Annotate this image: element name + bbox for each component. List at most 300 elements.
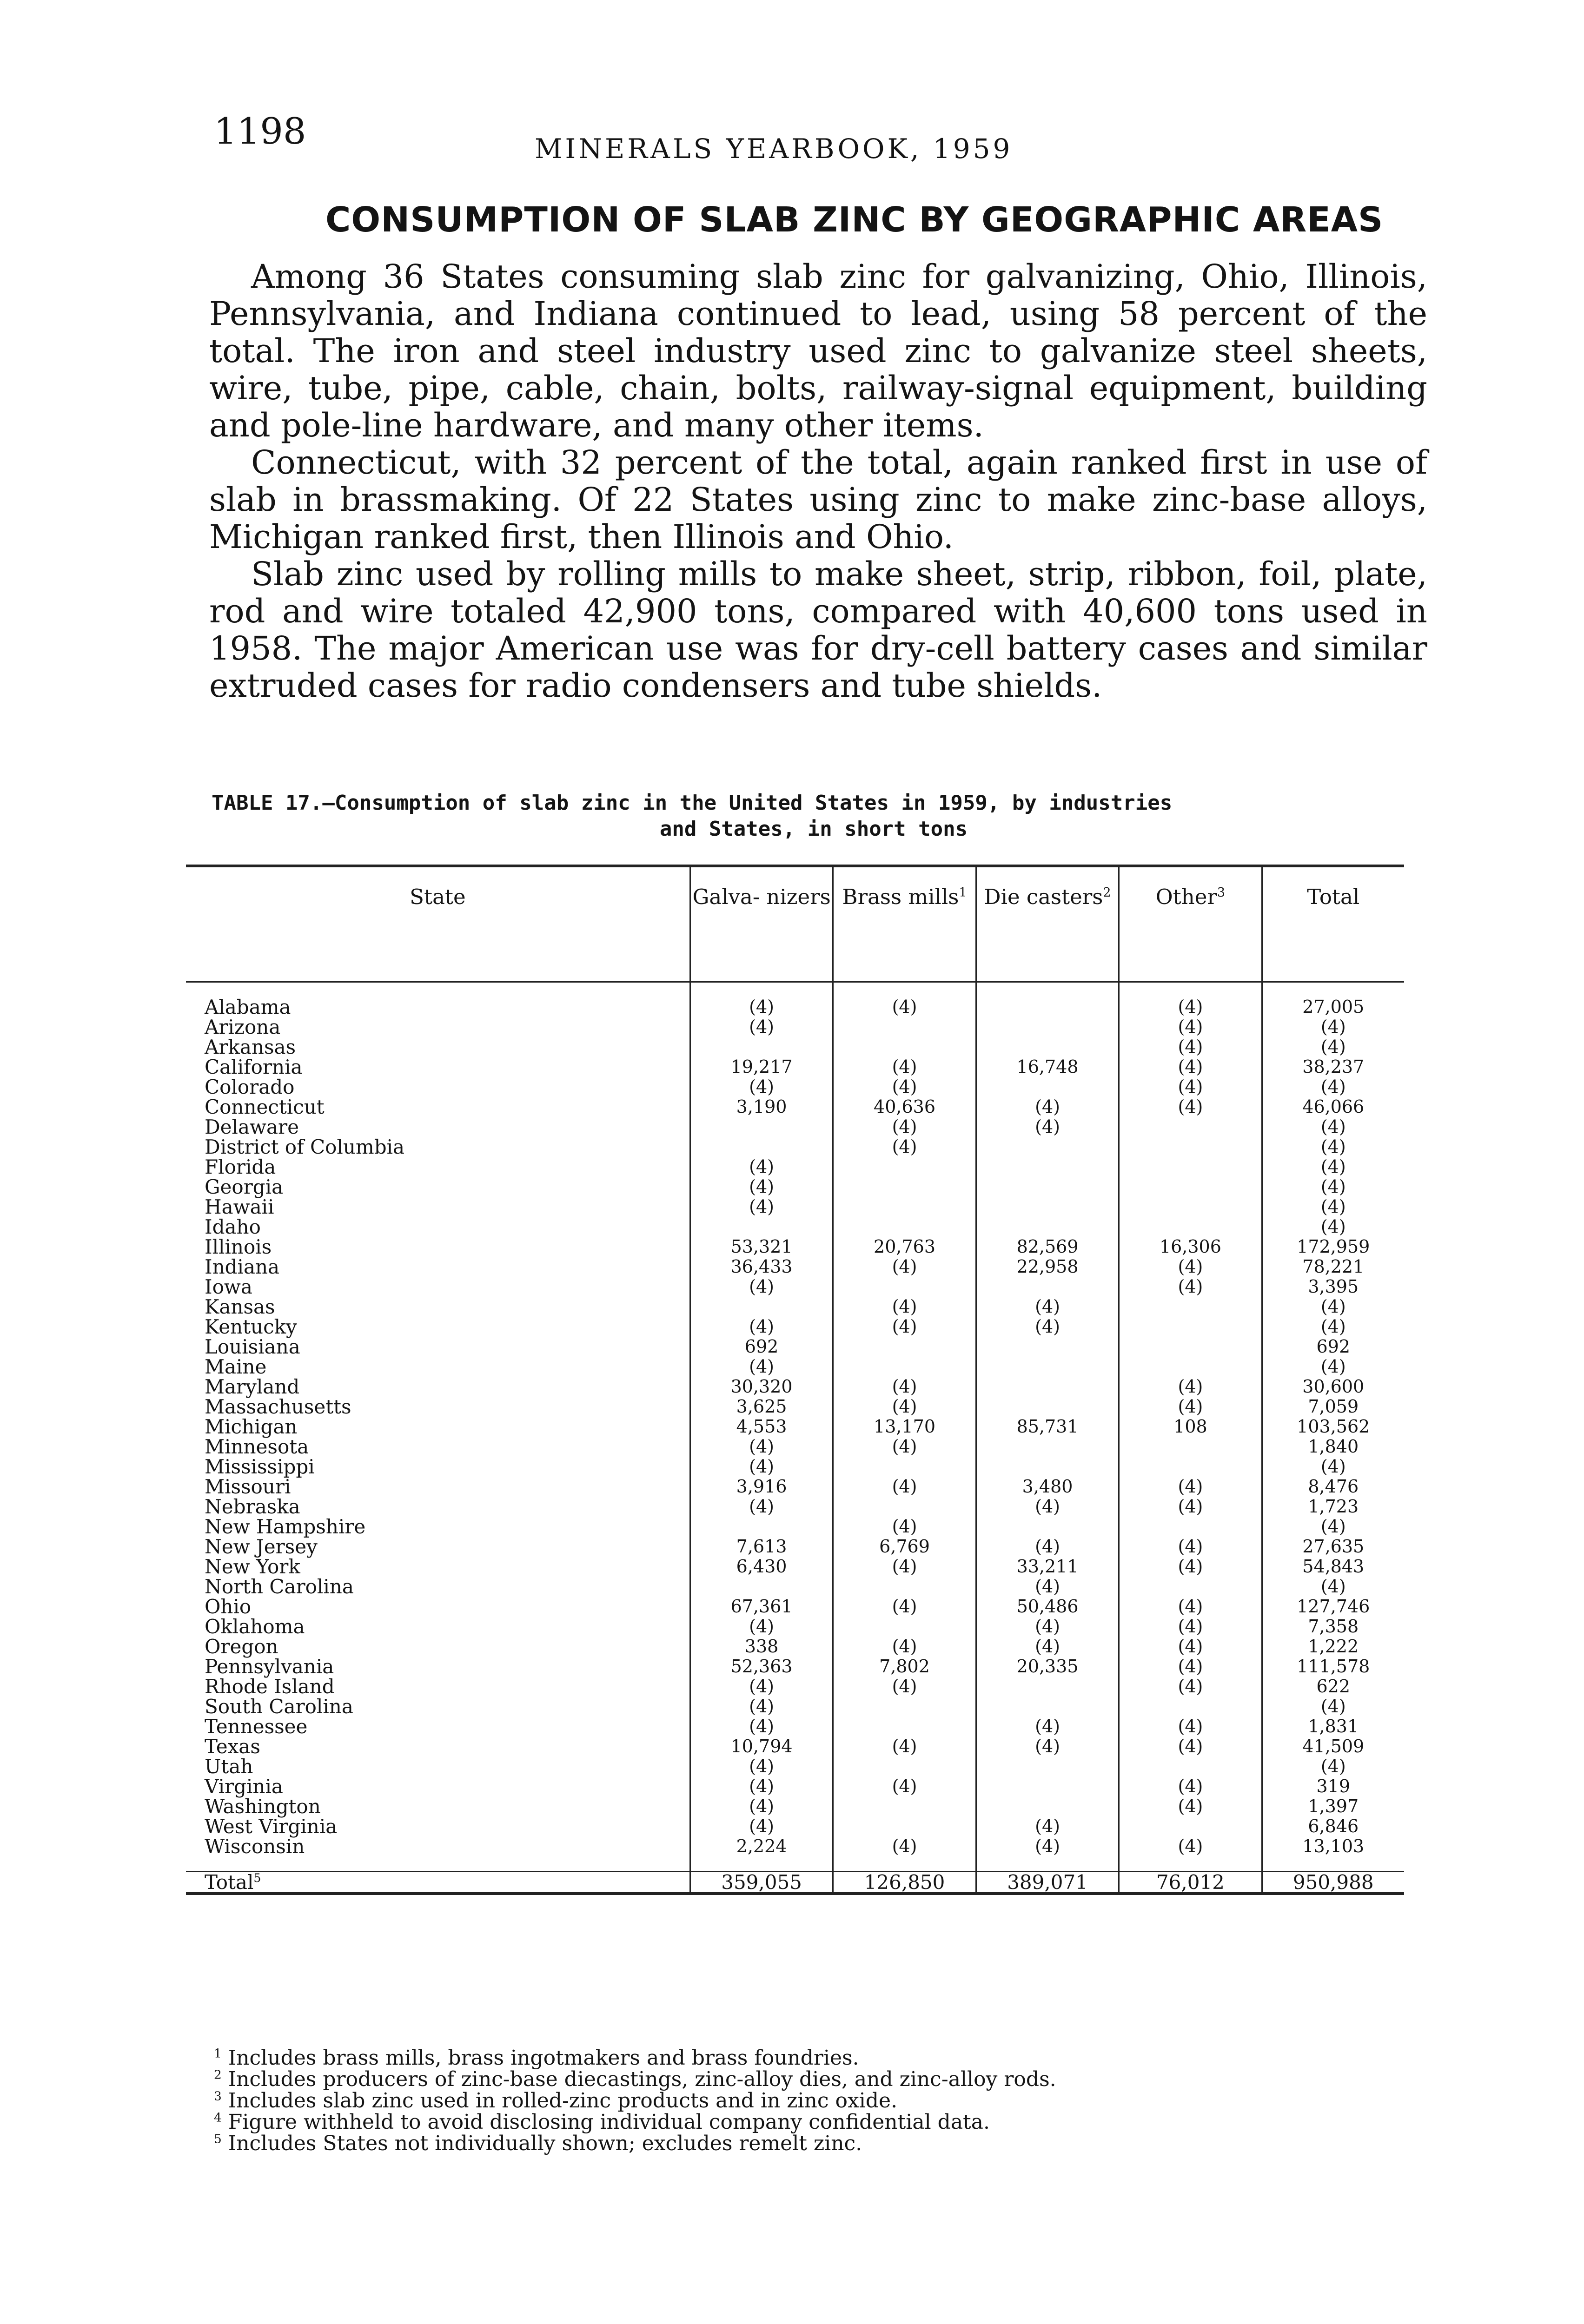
- value-cell: (4): [1119, 1077, 1262, 1097]
- state-name-cell: Texas: [205, 1735, 260, 1758]
- value-cell: [690, 1517, 833, 1537]
- value-cell: [1119, 1217, 1262, 1237]
- state-name-cell: Iowa: [205, 1275, 252, 1298]
- value-cell: (4): [976, 1577, 1119, 1597]
- table-row: [186, 1017, 1404, 1037]
- value-cell: 7,802: [833, 1657, 976, 1677]
- value-cell: [833, 1157, 976, 1177]
- value-cell: [976, 1177, 1119, 1197]
- value-cell: [1119, 1297, 1262, 1317]
- value-cell: [1119, 1756, 1262, 1776]
- value-cell: 30,320: [690, 1377, 833, 1397]
- value-cell: (4): [1262, 1297, 1404, 1317]
- footnotes: [214, 2047, 1056, 2154]
- value-cell: 172,959: [1262, 1237, 1404, 1257]
- value-cell: (4): [833, 1077, 976, 1097]
- value-cell: 67,361: [690, 1597, 833, 1617]
- value-cell: (4): [690, 1756, 833, 1776]
- total-label: Total$^5$: [186, 1872, 690, 1894]
- table-row: [186, 997, 1404, 1017]
- header-state: State: [186, 866, 690, 982]
- state-name-cell: Idaho: [205, 1215, 261, 1238]
- footnote-3: [214, 2090, 1056, 2112]
- value-cell: (4): [833, 1437, 976, 1457]
- table-row: [186, 1037, 1404, 1057]
- value-cell: 3,916: [690, 1477, 833, 1497]
- state-name-cell: West Virginia: [205, 1815, 338, 1838]
- footnote-text: Figure withheld to avoid disclosing individual company confidential data.: [228, 2110, 990, 2134]
- value-cell: (4): [690, 1077, 833, 1097]
- value-cell: (4): [833, 1317, 976, 1337]
- value-cell: (4): [1119, 1057, 1262, 1077]
- value-cell: [833, 1717, 976, 1736]
- state-name-cell: Maryland: [205, 1375, 300, 1398]
- value-cell: 692: [1262, 1337, 1404, 1357]
- value-cell: [833, 1197, 976, 1217]
- footnote-mark: 2: [214, 2067, 222, 2082]
- value-cell: (4): [833, 1057, 976, 1077]
- value-cell: (4): [976, 1097, 1119, 1117]
- value-cell: (4): [1119, 1776, 1262, 1796]
- value-cell: 338: [690, 1637, 833, 1657]
- value-cell: (4): [690, 997, 833, 1017]
- state-name-cell: Rhode Island: [205, 1675, 335, 1698]
- value-cell: 7,059: [1262, 1397, 1404, 1417]
- total-value-cell: 126,850: [833, 1872, 976, 1894]
- table-row: [186, 1257, 1404, 1277]
- value-cell: 127,746: [1262, 1597, 1404, 1617]
- state-name-cell: Virginia: [205, 1775, 283, 1798]
- value-cell: 85,731: [976, 1417, 1119, 1437]
- value-cell: [833, 1756, 976, 1776]
- value-cell: [1119, 1437, 1262, 1457]
- state-name-cell: District of Columbia: [205, 1136, 405, 1158]
- state-name-cell: Massachusetts: [205, 1395, 351, 1418]
- state-name-cell: Wisconsin: [205, 1835, 305, 1858]
- header-die-casters: Die casters$^2$: [976, 866, 1119, 982]
- value-cell: [976, 1197, 1119, 1217]
- state-name-cell: North Carolina: [205, 1575, 354, 1598]
- table-row: [186, 1077, 1404, 1097]
- state-name-cell: Pennsylvania: [205, 1655, 334, 1678]
- value-cell: (4): [1119, 1657, 1262, 1677]
- value-cell: (4): [833, 1597, 976, 1617]
- value-cell: [690, 1137, 833, 1157]
- value-cell: 16,748: [976, 1057, 1119, 1077]
- value-cell: 1,397: [1262, 1796, 1404, 1816]
- value-cell: 41,509: [1262, 1736, 1404, 1756]
- value-cell: 6,846: [1262, 1816, 1404, 1836]
- paragraph-rolling-mills: Slab zinc used by rolling mills to make sheet, strip, ribbon, foil, plate, rod and wire totaled 42,900 tons, compared with 40,600 tons used in 1958. The major American use was for dry-cell battery cases and similar extruded cases for radio condensers and tube shields.: [209, 555, 1427, 705]
- value-cell: [976, 1697, 1119, 1717]
- header-total: Total: [1262, 866, 1404, 982]
- value-cell: (4): [1262, 1017, 1404, 1037]
- value-cell: (4): [976, 1497, 1119, 1517]
- state-name-cell: New Jersey: [205, 1535, 318, 1558]
- value-cell: 78,221: [1262, 1257, 1404, 1277]
- value-cell: (4): [833, 1557, 976, 1577]
- value-cell: (4): [976, 1317, 1119, 1337]
- value-cell: [976, 1517, 1119, 1537]
- value-cell: 692: [690, 1337, 833, 1357]
- value-cell: [1119, 1816, 1262, 1836]
- value-cell: [1119, 1577, 1262, 1597]
- value-cell: (4): [833, 1117, 976, 1137]
- header-other: Other$^3$: [1119, 866, 1262, 982]
- value-cell: [976, 1137, 1119, 1157]
- footnote-4: [214, 2112, 1056, 2133]
- footnote-5: [214, 2133, 1056, 2154]
- value-cell: (4): [1119, 997, 1262, 1017]
- value-cell: [976, 1157, 1119, 1177]
- header-galvanizers: Galva- nizers: [690, 866, 833, 982]
- value-cell: 1,831: [1262, 1717, 1404, 1736]
- header-brass-mills: Brass mills$^1$: [833, 866, 976, 982]
- value-cell: (4): [976, 1117, 1119, 1137]
- table-row: [186, 1097, 1404, 1117]
- value-cell: (4): [833, 1257, 976, 1277]
- state-name-cell: California: [205, 1056, 303, 1078]
- footnote-text: Includes producers of zinc-base diecastings, zinc-alloy dies, and zinc-alloy rods.: [228, 2067, 1056, 2091]
- section-title: CONSUMPTION OF SLAB ZINC BY GEOGRAPHIC AREAS: [325, 200, 1384, 240]
- value-cell: (4): [690, 1277, 833, 1297]
- value-cell: 40,636: [833, 1097, 976, 1117]
- value-cell: [833, 1177, 976, 1197]
- value-cell: (4): [1262, 1157, 1404, 1177]
- value-cell: (4): [1262, 1697, 1404, 1717]
- value-cell: (4): [1262, 1077, 1404, 1097]
- state-name-cell: South Carolina: [205, 1695, 353, 1718]
- state-name-cell: Louisiana: [205, 1335, 300, 1358]
- value-cell: [833, 1796, 976, 1816]
- value-cell: 3,480: [976, 1477, 1119, 1497]
- value-cell: (4): [1262, 1577, 1404, 1597]
- state-name-cell: Tennessee: [205, 1715, 308, 1738]
- value-cell: [976, 1277, 1119, 1297]
- value-cell: 1,723: [1262, 1497, 1404, 1517]
- state-name-cell: Colorado: [205, 1076, 295, 1098]
- value-cell: (4): [1119, 1637, 1262, 1657]
- value-cell: (4): [833, 1477, 976, 1497]
- value-cell: (4): [1119, 1617, 1262, 1637]
- table-row: [186, 1497, 1404, 1517]
- value-cell: [976, 1796, 1119, 1816]
- state-name-cell: Alabama: [205, 996, 291, 1018]
- value-cell: 3,625: [690, 1397, 833, 1417]
- table-row: [186, 1337, 1404, 1357]
- total-value-cell: 359,055: [690, 1872, 833, 1894]
- value-cell: 3,395: [1262, 1277, 1404, 1297]
- table-row: [186, 1137, 1404, 1157]
- table-row: [186, 1457, 1404, 1477]
- value-cell: [690, 1217, 833, 1237]
- table-caption-line2: and States, in short tons: [659, 817, 968, 841]
- value-cell: (4): [1119, 1477, 1262, 1497]
- value-cell: (4): [1262, 1137, 1404, 1157]
- value-cell: [833, 1497, 976, 1517]
- footnote-ref-1: 1: [959, 885, 967, 900]
- table-row: [186, 1697, 1404, 1717]
- body-text: [209, 258, 1427, 704]
- value-cell: 108: [1119, 1417, 1262, 1437]
- value-cell: [833, 1277, 976, 1297]
- value-cell: [690, 1117, 833, 1137]
- value-cell: 13,170: [833, 1417, 976, 1437]
- value-cell: [833, 1357, 976, 1377]
- value-cell: (4): [976, 1617, 1119, 1637]
- footnote-text: Includes brass mills, brass ingotmakers and brass foundries.: [228, 2046, 859, 2070]
- table-row: [186, 1816, 1404, 1836]
- table-row: [186, 1717, 1404, 1736]
- value-cell: (4): [690, 1677, 833, 1697]
- value-cell: [833, 1816, 976, 1836]
- table-row: [186, 1617, 1404, 1637]
- value-cell: (4): [690, 1717, 833, 1736]
- state-name-cell: New York: [205, 1555, 300, 1578]
- value-cell: [1119, 1197, 1262, 1217]
- footnote-ref-3: 3: [1217, 885, 1226, 900]
- value-cell: (4): [833, 1637, 976, 1657]
- running-title: MINERALS YEARBOOK, 1959: [535, 133, 1013, 165]
- state-name-cell: Illinois: [205, 1235, 272, 1258]
- value-cell: [833, 1577, 976, 1597]
- value-cell: [833, 1217, 976, 1237]
- value-cell: 20,763: [833, 1237, 976, 1257]
- value-cell: (4): [1119, 1557, 1262, 1577]
- table-row: [186, 1057, 1404, 1077]
- state-name-cell: Missouri: [205, 1475, 291, 1498]
- value-cell: (4): [1119, 1836, 1262, 1856]
- value-cell: [976, 1677, 1119, 1697]
- state-name-cell: Florida: [205, 1155, 276, 1178]
- value-cell: 38,237: [1262, 1057, 1404, 1077]
- value-cell: (4): [833, 1736, 976, 1756]
- table-row: [186, 1357, 1404, 1377]
- value-cell: (4): [1119, 1717, 1262, 1736]
- value-cell: 19,217: [690, 1057, 833, 1077]
- value-cell: (4): [1119, 1796, 1262, 1816]
- state-name-cell: Georgia: [205, 1175, 284, 1198]
- value-cell: [1119, 1177, 1262, 1197]
- value-cell: [976, 1756, 1119, 1776]
- table-row: [186, 1557, 1404, 1577]
- value-cell: (4): [1119, 1736, 1262, 1756]
- table-row: [186, 1537, 1404, 1557]
- paragraph-galvanizing: Among 36 States consuming slab zinc for galvanizing, Ohio, Illinois, Pennsylvania, and Indiana continued to lead, using 58 percent of the total. The iron and steel industry used zinc to galvanize steel sheets, wire, tube, pipe, cable, chain, bolts, railway-signal equipment, building and pole-line hardware, and many other items.: [209, 257, 1427, 444]
- value-cell: 36,433: [690, 1257, 833, 1277]
- footnote-text: Includes slab zinc used in rolled-zinc products and in zinc oxide.: [228, 2089, 898, 2113]
- footnote-1: [214, 2047, 1056, 2069]
- value-cell: (4): [976, 1836, 1119, 1856]
- table-row: [186, 1377, 1404, 1397]
- value-cell: (4): [690, 1796, 833, 1816]
- value-cell: 50,486: [976, 1597, 1119, 1617]
- footnote-2: [214, 2069, 1056, 2090]
- state-name-cell: Ohio: [205, 1595, 252, 1618]
- value-cell: (4): [690, 1197, 833, 1217]
- table-row: [186, 1577, 1404, 1597]
- table-caption: [212, 790, 1416, 842]
- value-cell: 7,358: [1262, 1617, 1404, 1637]
- state-name-cell: Arkansas: [205, 1036, 296, 1058]
- value-cell: 27,005: [1262, 997, 1404, 1017]
- value-cell: 8,476: [1262, 1477, 1404, 1497]
- table-row: [186, 1637, 1404, 1657]
- value-cell: [976, 997, 1119, 1017]
- value-cell: 22,958: [976, 1257, 1119, 1277]
- value-cell: (4): [833, 1297, 976, 1317]
- value-cell: [690, 1577, 833, 1597]
- value-cell: 319: [1262, 1776, 1404, 1796]
- value-cell: (4): [690, 1776, 833, 1796]
- value-cell: [976, 1017, 1119, 1037]
- table-row: [186, 1217, 1404, 1237]
- value-cell: (4): [976, 1637, 1119, 1657]
- value-cell: [976, 1437, 1119, 1457]
- value-cell: (4): [690, 1017, 833, 1037]
- value-cell: [976, 1357, 1119, 1377]
- value-cell: (4): [1262, 1517, 1404, 1537]
- value-cell: [833, 1697, 976, 1717]
- value-cell: [1119, 1317, 1262, 1337]
- value-cell: (4): [1119, 1277, 1262, 1297]
- value-cell: 1,222: [1262, 1637, 1404, 1657]
- value-cell: [690, 1037, 833, 1057]
- value-cell: (4): [1119, 1377, 1262, 1397]
- table-row: [186, 1736, 1404, 1756]
- value-cell: (4): [1262, 1457, 1404, 1477]
- value-cell: (4): [690, 1317, 833, 1337]
- value-cell: 4,553: [690, 1417, 833, 1437]
- value-cell: 30,600: [1262, 1377, 1404, 1397]
- table-row: [186, 1297, 1404, 1317]
- value-cell: [1119, 1337, 1262, 1357]
- value-cell: 13,103: [1262, 1836, 1404, 1856]
- state-name-cell: Maine: [205, 1355, 267, 1378]
- value-cell: (4): [833, 1776, 976, 1796]
- value-cell: (4): [690, 1157, 833, 1177]
- value-cell: (4): [976, 1816, 1119, 1836]
- state-name-cell: Kentucky: [205, 1315, 297, 1338]
- value-cell: [976, 1077, 1119, 1097]
- value-cell: [976, 1397, 1119, 1417]
- table-row: [186, 1177, 1404, 1197]
- value-cell: (4): [833, 1836, 976, 1856]
- value-cell: (4): [690, 1497, 833, 1517]
- value-cell: (4): [976, 1297, 1119, 1317]
- table-row: [186, 1477, 1404, 1497]
- value-cell: 46,066: [1262, 1097, 1404, 1117]
- table-row: [186, 1756, 1404, 1776]
- value-cell: [976, 1377, 1119, 1397]
- footnote-mark: 3: [214, 2089, 222, 2104]
- value-cell: (4): [690, 1697, 833, 1717]
- footnote-mark: 1: [214, 2046, 222, 2061]
- value-cell: 53,321: [690, 1237, 833, 1257]
- value-cell: (4): [833, 997, 976, 1017]
- value-cell: 2,224: [690, 1836, 833, 1856]
- value-cell: 54,843: [1262, 1557, 1404, 1577]
- value-cell: (4): [976, 1537, 1119, 1557]
- value-cell: (4): [1262, 1317, 1404, 1337]
- value-cell: [1119, 1137, 1262, 1157]
- value-cell: 622: [1262, 1677, 1404, 1697]
- value-cell: (4): [690, 1177, 833, 1197]
- value-cell: 33,211: [976, 1557, 1119, 1577]
- value-cell: (4): [1262, 1117, 1404, 1137]
- table-row: [186, 1437, 1404, 1457]
- table-row: [186, 1277, 1404, 1297]
- footnote-ref-2: 2: [1103, 885, 1111, 900]
- state-name-cell: Nebraska: [205, 1495, 300, 1518]
- value-cell: 10,794: [690, 1736, 833, 1756]
- value-cell: 52,363: [690, 1657, 833, 1677]
- state-name-cell: New Hampshire: [205, 1515, 366, 1538]
- value-cell: 103,562: [1262, 1417, 1404, 1437]
- table-caption-line1: TABLE 17.—Consumption of slab zinc in the United States in 1959, by industries: [212, 791, 1173, 815]
- total-value-cell: 950,988: [1262, 1872, 1404, 1894]
- value-cell: (4): [1262, 1197, 1404, 1217]
- paragraph-brassmaking: Connecticut, with 32 percent of the total, again ranked first in use of slab in brassmaking. Of 22 States using zinc to make zinc-base alloys, Michigan ranked first, then Illinois and Ohio.: [209, 443, 1427, 556]
- value-cell: [976, 1217, 1119, 1237]
- value-cell: (4): [1119, 1677, 1262, 1697]
- value-cell: 1,840: [1262, 1437, 1404, 1457]
- table-row: [186, 1417, 1404, 1437]
- value-cell: (4): [1262, 1037, 1404, 1057]
- value-cell: [1119, 1157, 1262, 1177]
- value-cell: (4): [1119, 1017, 1262, 1037]
- value-cell: 82,569: [976, 1237, 1119, 1257]
- table-row: [186, 1657, 1404, 1677]
- value-cell: [833, 1017, 976, 1037]
- state-name-cell: Connecticut: [205, 1096, 325, 1118]
- table-row: [186, 1237, 1404, 1257]
- total-value-cell: 389,071: [976, 1872, 1119, 1894]
- consumption-table: [186, 865, 1404, 1895]
- value-cell: [1119, 1117, 1262, 1137]
- table-row: [186, 1677, 1404, 1697]
- footnote-mark: 4: [214, 2110, 222, 2125]
- table-row: [186, 1597, 1404, 1617]
- total-value-cell: 76,012: [1119, 1872, 1262, 1894]
- value-cell: (4): [833, 1377, 976, 1397]
- value-cell: 7,613: [690, 1537, 833, 1557]
- value-cell: 27,635: [1262, 1537, 1404, 1557]
- state-name-cell: Kansas: [205, 1295, 275, 1318]
- table-row: [186, 1157, 1404, 1177]
- value-cell: (4): [976, 1736, 1119, 1756]
- value-cell: (4): [1119, 1537, 1262, 1557]
- table-row: [186, 1397, 1404, 1417]
- table-row: [186, 1197, 1404, 1217]
- table-row: [186, 1117, 1404, 1137]
- value-cell: [1119, 1697, 1262, 1717]
- value-cell: (4): [1262, 1756, 1404, 1776]
- value-cell: (4): [1119, 1397, 1262, 1417]
- value-cell: 3,190: [690, 1097, 833, 1117]
- value-cell: (4): [1119, 1497, 1262, 1517]
- value-cell: (4): [976, 1717, 1119, 1736]
- table-row: [186, 1776, 1404, 1796]
- value-cell: [833, 1617, 976, 1637]
- value-cell: [976, 1776, 1119, 1796]
- value-cell: [976, 1337, 1119, 1357]
- value-cell: 16,306: [1119, 1237, 1262, 1257]
- state-name-cell: Hawaii: [205, 1195, 274, 1218]
- value-cell: [976, 1457, 1119, 1477]
- state-name-cell: Mississippi: [205, 1455, 315, 1478]
- value-cell: (4): [690, 1437, 833, 1457]
